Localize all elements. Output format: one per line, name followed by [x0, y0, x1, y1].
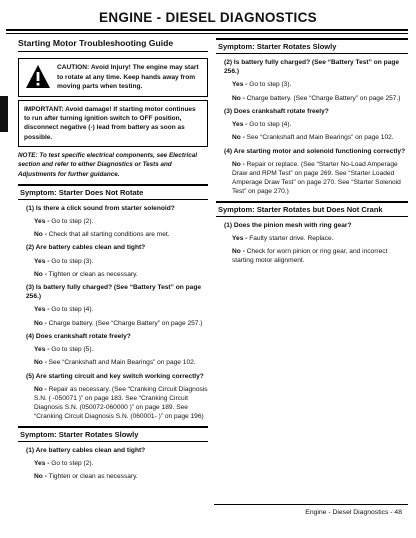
- answer-label: No -: [232, 94, 247, 102]
- answer-text: Charge battery. (See “Charge Battery” on page 257.): [246, 94, 401, 102]
- answer-text: Check for worn pinion or ring gear, and incorrect starting motor alignment.: [232, 248, 388, 265]
- answer-text: Check that all starting conditions are met.: [48, 231, 170, 239]
- answer-text: Go to step (5).: [51, 346, 94, 354]
- diagnostic-answer: [34, 358, 208, 367]
- diagnostic-answer: [34, 345, 208, 354]
- page-footer: [214, 504, 408, 516]
- answer-label: Yes -: [232, 121, 250, 129]
- symptom-steps: [216, 58, 408, 197]
- footer-rule: [214, 504, 408, 505]
- answer-text: See “Crankshaft and Main Bearings” on page 102.: [48, 359, 196, 367]
- answer-label: No -: [34, 359, 49, 367]
- diagnostic-answer: [34, 257, 208, 266]
- diagnostic-question: (3) Does crankshaft rotate freely?: [224, 107, 329, 115]
- answer-text: Tighten or clean as necessary.: [48, 473, 138, 481]
- diagnostic-answer: [232, 80, 408, 89]
- answer-label: Yes -: [34, 346, 52, 354]
- symptom-steps: [18, 446, 208, 482]
- answer-text: Charge battery. (See “Charge Battery” on page 257.): [48, 319, 203, 327]
- warning-triangle-icon: [25, 64, 51, 90]
- diagnostic-answer: [34, 217, 208, 226]
- symptom-heading: Symptom: Starter Rotates but Does Not Crank: [216, 201, 408, 217]
- answer-label: Yes -: [34, 217, 52, 225]
- diagnostic-answer: [232, 160, 408, 197]
- diagnostic-question: (3) Is battery fully charged? (See “Battery Test” on page 256.): [26, 284, 202, 301]
- diagnostic-question: (4) Does crankshaft rotate freely?: [26, 332, 131, 340]
- answer-label: Yes -: [34, 459, 52, 467]
- answer-label: Yes -: [232, 81, 250, 89]
- answer-text: Go to step (3).: [249, 81, 292, 89]
- title-rule: [6, 29, 408, 31]
- answer-text: See “Crankshaft and Main Bearings” on page 102.: [246, 134, 394, 142]
- answer-text: Go to step (2).: [51, 459, 94, 467]
- diagnostic-answer: [34, 305, 208, 314]
- diagnostic-question: (2) Are battery cables clean and tight?: [26, 244, 146, 252]
- symptom-steps: [18, 204, 208, 422]
- answer-text: Repair or replace. (See “Starter No-Load Amperage Draw and RPM Test” on page 269. See “Starter Loaded Amperage Draw Test” on page 270. See “Starter Solenoid Test” on page 270.): [232, 160, 401, 196]
- diagnostic-question: (4) Are starting motor and solenoid functioning correctly?: [224, 147, 406, 155]
- answer-text: Go to step (4).: [51, 306, 94, 314]
- diagnostic-answer: [232, 234, 408, 243]
- answer-label: No -: [34, 319, 49, 327]
- diagnostic-question: (1) Does the pinion mesh with ring gear?: [224, 221, 352, 229]
- page-header: [0, 0, 416, 38]
- diagnostic-answer: [34, 459, 208, 468]
- left-column: [18, 38, 208, 485]
- symptom-heading: Symptom: Starter Rotates Slowly: [216, 38, 408, 54]
- answer-label: No -: [34, 231, 49, 239]
- answer-label: No -: [34, 385, 49, 393]
- answer-label: No -: [34, 473, 49, 481]
- page-title: ENGINE - DIESEL DIAGNOSTICS: [99, 10, 317, 25]
- answer-label: Yes -: [34, 306, 52, 314]
- symptom-heading: Symptom: Starter Rotates Slowly: [18, 426, 208, 442]
- answer-label: Yes -: [34, 257, 52, 265]
- answer-label: No -: [232, 134, 247, 142]
- answer-text: Go to step (2).: [51, 217, 94, 225]
- diagnostic-answer: [34, 270, 208, 279]
- section-title: Starting Motor Troubleshooting Guide: [18, 38, 208, 52]
- footer-page-label: Engine - Diesel Diagnostics - 48: [305, 509, 402, 516]
- diagnostic-answer: [34, 230, 208, 239]
- title-rule-thin: [6, 33, 408, 34]
- diagnostic-answer: [34, 319, 208, 328]
- important-box: IMPORTANT: Avoid damage! If starting motor continues to run after turning ignition switch to OFF position, disconnect negative (-) lead from battery as soon as possible.: [18, 100, 208, 148]
- caution-box: [18, 58, 208, 97]
- caution-text: CAUTION: Avoid Injury! The engine may start to rotate at any time. Keep hands away from moving parts when testing.: [57, 64, 199, 91]
- diagnostic-answer: [232, 120, 408, 129]
- answer-text: Repair as necessary. (See “Cranking Circuit Diagnosis S.N. ( -050071 )” on page 183. See “Cranking Circuit Diagnosis S.N. (050072-060000 )” on page 189. See “Cranking Circuit Diagnosis S.N. (060001- )” on page 196): [34, 385, 208, 421]
- section-tab-marker: [0, 96, 8, 132]
- answer-text: Faulty starter drive. Replace.: [249, 234, 334, 242]
- answer-text: Go to step (4).: [249, 121, 292, 129]
- answer-text: Go to step (3).: [51, 257, 94, 265]
- diagnostic-answer: [34, 472, 208, 481]
- right-column: [216, 38, 408, 270]
- answer-label: No -: [34, 270, 49, 278]
- answer-label: Yes -: [232, 234, 250, 242]
- diagnostic-answer: [232, 94, 408, 103]
- symptom-steps: [216, 221, 408, 266]
- diagnostic-question: (1) Are battery cables clean and tight?: [26, 446, 146, 454]
- diagnostic-question: (5) Are starting circuit and key switch working correctly?: [26, 372, 204, 380]
- diagnostic-answer: [232, 133, 408, 142]
- diagnostic-answer: [34, 385, 208, 422]
- symptom-heading: Symptom: Starter Does Not Rotate: [18, 184, 208, 200]
- diagnostic-answer: [232, 247, 408, 265]
- answer-label: No -: [232, 248, 247, 256]
- note-text: NOTE: To test specific electrical components, see Electrical section and refer to either Diagnostics or Tests and Adjustments for further guidance.: [18, 152, 197, 178]
- answer-text: Tighten or clean as necessary.: [48, 270, 138, 278]
- answer-label: No -: [232, 160, 247, 168]
- diagnostic-question: (2) Is battery fully charged? (See “Battery Test” on page 256.): [224, 59, 400, 76]
- diagnostic-question: (1) Is there a click sound from starter solenoid?: [26, 204, 175, 212]
